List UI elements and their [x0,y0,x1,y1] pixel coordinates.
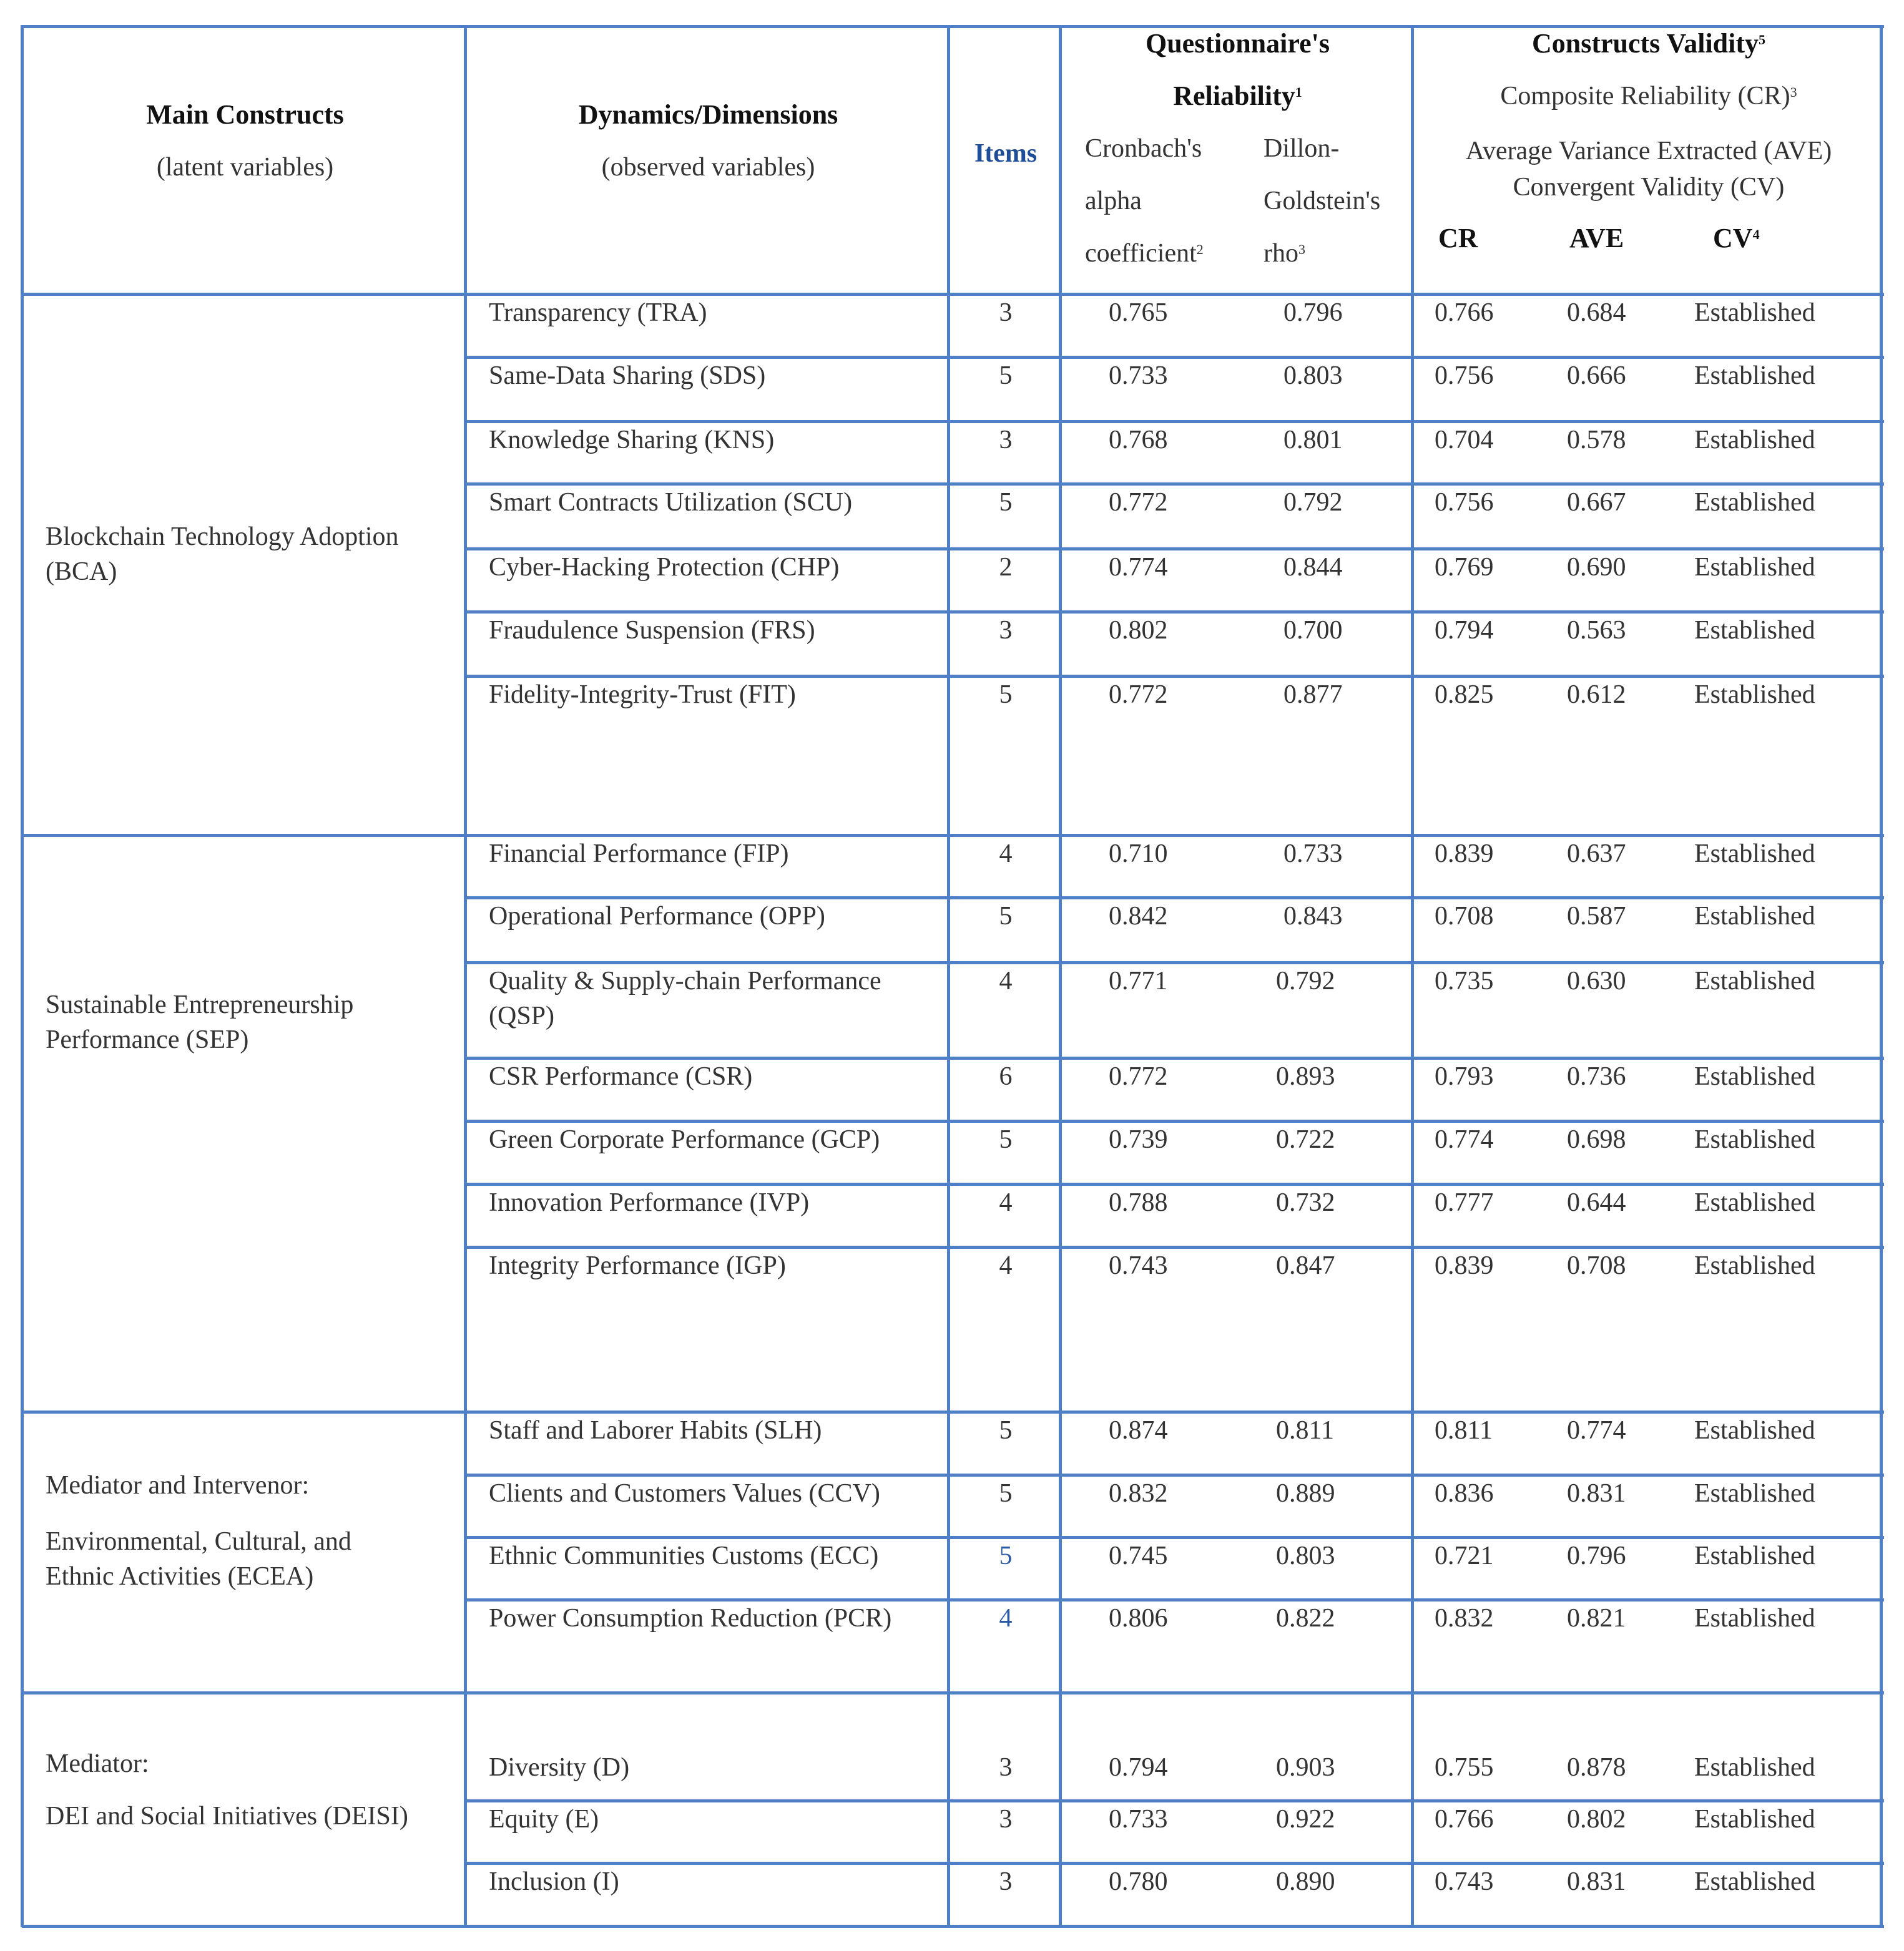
cronbach-alpha-value: 0.745 [1109,1542,1168,1570]
ave-value: 0.644 [1567,1188,1626,1217]
header-dillon-l1: Dillon- [1264,134,1340,163]
convergent-validity-status: Established [1694,553,1815,582]
items-count: 4 [999,1251,1013,1280]
composite-reliability-value: 0.839 [1435,1251,1494,1280]
dimension-name: Ethnic Communities Customs (ECC) [489,1542,879,1570]
convergent-validity-status: Established [1694,1604,1815,1633]
convergent-validity-status: Established [1694,967,1815,995]
row-divider [465,1474,1884,1477]
cronbach-alpha-value: 0.788 [1109,1188,1168,1217]
composite-reliability-value: 0.793 [1435,1062,1494,1091]
items-count: 3 [999,1753,1013,1782]
items-count: 4 [999,839,1013,868]
dillon-goldstein-rho-value: 0.843 [1283,902,1343,931]
cronbach-alpha-value: 0.842 [1109,902,1168,931]
cronbach-alpha-value: 0.768 [1109,426,1168,454]
dimension-name: Diversity (D) [489,1753,630,1782]
dillon-goldstein-rho-value: 0.722 [1276,1125,1335,1154]
column-divider [21,25,24,1927]
ave-value: 0.666 [1567,361,1626,390]
items-count: 5 [999,1542,1013,1570]
row-divider [465,547,1884,550]
header-items: Items [974,139,1038,168]
row-divider [22,834,1884,837]
ave-value: 0.831 [1567,1479,1626,1508]
dillon-goldstein-rho-value: 0.847 [1276,1251,1335,1280]
dimension-name: Power Consumption Reduction (PCR) [489,1604,892,1633]
dimension-name: Integrity Performance (IGP) [489,1251,786,1280]
dimension-name: Transparency (TRA) [489,298,707,327]
dimension-name: Quality & Supply-chain Performance [489,967,881,995]
ave-value: 0.878 [1567,1753,1626,1782]
composite-reliability-value: 0.743 [1435,1867,1494,1896]
construct-label-line: Blockchain Technology Adoption [46,522,399,551]
construct-label-line: Sustainable Entrepreneurship [46,990,354,1019]
ave-value: 0.821 [1567,1604,1626,1633]
dimension-name: CSR Performance (CSR) [489,1062,753,1091]
items-count: 3 [999,298,1013,327]
items-count: 5 [999,1479,1013,1508]
convergent-validity-status: Established [1694,1188,1815,1217]
items-count: 4 [999,967,1013,995]
row-divider [465,896,1884,899]
row-divider [465,1057,1884,1060]
convergent-validity-status: Established [1694,1251,1815,1280]
ave-value: 0.630 [1567,967,1626,995]
composite-reliability-value: 0.766 [1435,1805,1494,1834]
row-divider [465,1120,1884,1123]
ave-value: 0.587 [1567,902,1626,931]
row-divider [22,25,1884,28]
convergent-validity-status: Established [1694,488,1815,517]
header-dillon-l3: rho$^3$ [1264,239,1305,268]
cronbach-alpha-value: 0.794 [1109,1753,1168,1782]
dillon-goldstein-rho-value: 0.803 [1283,361,1343,390]
convergent-validity-status: Established [1694,426,1815,454]
cronbach-alpha-value: 0.743 [1109,1251,1168,1280]
dimension-name: Clients and Customers Values (CCV) [489,1479,880,1508]
header-dimensions-sub: (observed variables) [601,153,815,182]
items-count: 4 [999,1188,1013,1217]
dimension-name: Smart Contracts Utilization (SCU) [489,488,853,517]
header-main-constructs: Main Constructs [146,99,344,130]
items-count: 5 [999,1125,1013,1154]
row-divider [465,1246,1884,1249]
header-cr-desc: Composite Reliability (CR)$^3$ [1500,82,1797,110]
items-count: 4 [999,1604,1013,1633]
header-ave-desc: Average Variance Extracted (AVE) [1465,137,1832,165]
dillon-goldstein-rho-value: 0.889 [1276,1479,1335,1508]
ave-value: 0.736 [1567,1062,1626,1091]
dimension-name: Inclusion (I) [489,1867,619,1896]
composite-reliability-value: 0.721 [1435,1542,1494,1570]
row-divider [465,1598,1884,1601]
cronbach-alpha-value: 0.772 [1109,680,1168,709]
composite-reliability-value: 0.704 [1435,426,1494,454]
cronbach-alpha-value: 0.733 [1109,1805,1168,1834]
cronbach-alpha-value: 0.710 [1109,839,1168,868]
items-count: 5 [999,361,1013,390]
construct-label-line: (BCA) [46,557,117,586]
header-validity-title: Constructs Validity$^5$ [1531,28,1766,59]
ave-value: 0.578 [1567,426,1626,454]
row-divider [465,610,1884,614]
dillon-goldstein-rho-value: 0.822 [1276,1604,1335,1633]
column-divider [947,25,950,1927]
dillon-goldstein-rho-value: 0.903 [1276,1753,1335,1782]
ave-value: 0.774 [1567,1416,1626,1445]
cronbach-alpha-value: 0.874 [1109,1416,1168,1445]
dillon-goldstein-rho-value: 0.792 [1283,488,1343,517]
composite-reliability-value: 0.794 [1435,616,1494,645]
items-count: 5 [999,680,1013,709]
dimension-name: Staff and Laborer Habits (SLH) [489,1416,822,1445]
dillon-goldstein-rho-value: 0.844 [1283,553,1343,582]
dillon-goldstein-rho-value: 0.893 [1276,1062,1335,1091]
items-count: 2 [999,553,1013,582]
header-reliability-line1: Questionnaire's [1145,28,1330,59]
convergent-validity-status: Established [1694,1805,1815,1834]
ave-value: 0.637 [1567,839,1626,868]
convergent-validity-status: Established [1694,839,1815,868]
dimension-name: Same-Data Sharing (SDS) [489,361,766,390]
row-divider [465,420,1884,423]
dimension-name-cont: (QSP) [489,1002,555,1030]
ave-value: 0.612 [1567,680,1626,709]
dimension-name: Operational Performance (OPP) [489,902,825,931]
items-count: 5 [999,1416,1013,1445]
dimension-name: Green Corporate Performance (GCP) [489,1125,880,1154]
convergent-validity-status: Established [1694,1416,1815,1445]
ave-value: 0.698 [1567,1125,1626,1154]
dillon-goldstein-rho-value: 0.877 [1283,680,1343,709]
composite-reliability-value: 0.825 [1435,680,1494,709]
row-divider [22,1411,1884,1414]
header-cr: CR [1438,223,1478,253]
row-divider [465,1799,1884,1802]
composite-reliability-value: 0.735 [1435,967,1494,995]
row-divider [465,1183,1884,1186]
header-cronbach-l1: Cronbach's [1085,134,1202,163]
construct-label-line: Mediator: [46,1749,149,1778]
composite-reliability-value: 0.766 [1435,298,1494,327]
header-cronbach-l3: coefficient$^2$ [1085,239,1204,268]
ave-value: 0.690 [1567,553,1626,582]
dillon-goldstein-rho-value: 0.796 [1283,298,1343,327]
convergent-validity-status: Established [1694,680,1815,709]
column-divider [1880,25,1883,1927]
cronbach-alpha-value: 0.772 [1109,488,1168,517]
items-count: 3 [999,1867,1013,1896]
composite-reliability-value: 0.774 [1435,1125,1494,1154]
row-divider [465,1536,1884,1539]
row-divider [465,1862,1884,1865]
dillon-goldstein-rho-value: 0.732 [1276,1188,1335,1217]
dimension-name: Equity (E) [489,1805,599,1834]
column-divider [1411,25,1414,1927]
convergent-validity-status: Established [1694,361,1815,390]
cronbach-alpha-value: 0.765 [1109,298,1168,327]
convergent-validity-status: Established [1694,616,1815,645]
convergent-validity-status: Established [1694,1753,1815,1782]
header-cv: $CV^4$ [1713,223,1760,253]
dimension-name: Financial Performance (FIP) [489,839,789,868]
dimension-name: Knowledge Sharing (KNS) [489,426,775,454]
header-ave: AVE [1569,223,1624,253]
dillon-goldstein-rho-value: 0.922 [1276,1805,1335,1834]
dillon-goldstein-rho-value: 0.890 [1276,1867,1335,1896]
construct-label-line: Ethnic Activities (ECEA) [46,1562,314,1591]
header-cv-desc: Convergent Validity (CV) [1513,173,1785,202]
row-divider [22,1691,1884,1694]
composite-reliability-value: 0.836 [1435,1479,1494,1508]
composite-reliability-value: 0.755 [1435,1753,1494,1782]
header-reliability-line2: Reliability$^1$ [1173,81,1302,111]
composite-reliability-value: 0.769 [1435,553,1494,582]
row-divider [22,1925,1884,1928]
dimension-name: Innovation Performance (IVP) [489,1188,810,1217]
convergent-validity-status: Established [1694,1125,1815,1154]
items-count: 5 [999,488,1013,517]
cronbach-alpha-value: 0.780 [1109,1867,1168,1896]
dillon-goldstein-rho-value: 0.801 [1283,426,1343,454]
header-dillon-l2: Goldstein's [1264,187,1381,215]
cronbach-alpha-value: 0.806 [1109,1604,1168,1633]
cronbach-alpha-value: 0.774 [1109,553,1168,582]
items-count: 6 [999,1062,1013,1091]
header-main-constructs-sub: (latent variables) [156,153,334,182]
ave-value: 0.708 [1567,1251,1626,1280]
composite-reliability-value: 0.839 [1435,839,1494,868]
dimension-name: Cyber-Hacking Protection (CHP) [489,553,840,582]
items-count: 3 [999,426,1013,454]
dillon-goldstein-rho-value: 0.700 [1283,616,1343,645]
composite-reliability-value: 0.756 [1435,488,1494,517]
construct-label-line: DEI and Social Initiatives (DEISI) [46,1802,408,1831]
row-divider [465,961,1884,964]
convergent-validity-status: Established [1694,1867,1815,1896]
header-dimensions: Dynamics/Dimensions [578,99,838,130]
composite-reliability-value: 0.832 [1435,1604,1494,1633]
dillon-goldstein-rho-value: 0.792 [1276,967,1335,995]
items-count: 5 [999,902,1013,931]
row-divider [465,675,1884,678]
ave-value: 0.667 [1567,488,1626,517]
cronbach-alpha-value: 0.772 [1109,1062,1168,1091]
dillon-goldstein-rho-value: 0.803 [1276,1542,1335,1570]
column-divider [464,25,467,1927]
convergent-validity-status: Established [1694,1479,1815,1508]
convergent-validity-status: Established [1694,902,1815,931]
row-divider [22,293,1884,296]
cronbach-alpha-value: 0.802 [1109,616,1168,645]
composite-reliability-value: 0.811 [1435,1416,1493,1445]
cronbach-alpha-value: 0.739 [1109,1125,1168,1154]
dillon-goldstein-rho-value: 0.811 [1276,1416,1334,1445]
dimension-name: Fidelity-Integrity-Trust (FIT) [489,680,796,709]
cronbach-alpha-value: 0.771 [1109,967,1168,995]
dimension-name: Fraudulence Suspension (FRS) [489,616,815,645]
construct-label-line: Performance (SEP) [46,1025,249,1054]
items-count: 3 [999,616,1013,645]
convergent-validity-status: Established [1694,1542,1815,1570]
header-cronbach-l2: alpha [1085,187,1142,215]
items-count: 3 [999,1805,1013,1834]
construct-label-line: Environmental, Cultural, and [46,1527,351,1556]
ave-value: 0.684 [1567,298,1626,327]
ave-value: 0.802 [1567,1805,1626,1834]
row-divider [465,356,1884,359]
ave-value: 0.831 [1567,1867,1626,1896]
composite-reliability-value: 0.708 [1435,902,1494,931]
ave-value: 0.796 [1567,1542,1626,1570]
cronbach-alpha-value: 0.733 [1109,361,1168,390]
column-divider [1059,25,1062,1927]
row-divider [465,482,1884,486]
convergent-validity-status: Established [1694,1062,1815,1091]
construct-label-line: Mediator and Intervenor: [46,1471,310,1500]
ave-value: 0.563 [1567,616,1626,645]
convergent-validity-status: Established [1694,298,1815,327]
composite-reliability-value: 0.756 [1435,361,1494,390]
composite-reliability-value: 0.777 [1435,1188,1494,1217]
cronbach-alpha-value: 0.832 [1109,1479,1168,1508]
dillon-goldstein-rho-value: 0.733 [1283,839,1343,868]
